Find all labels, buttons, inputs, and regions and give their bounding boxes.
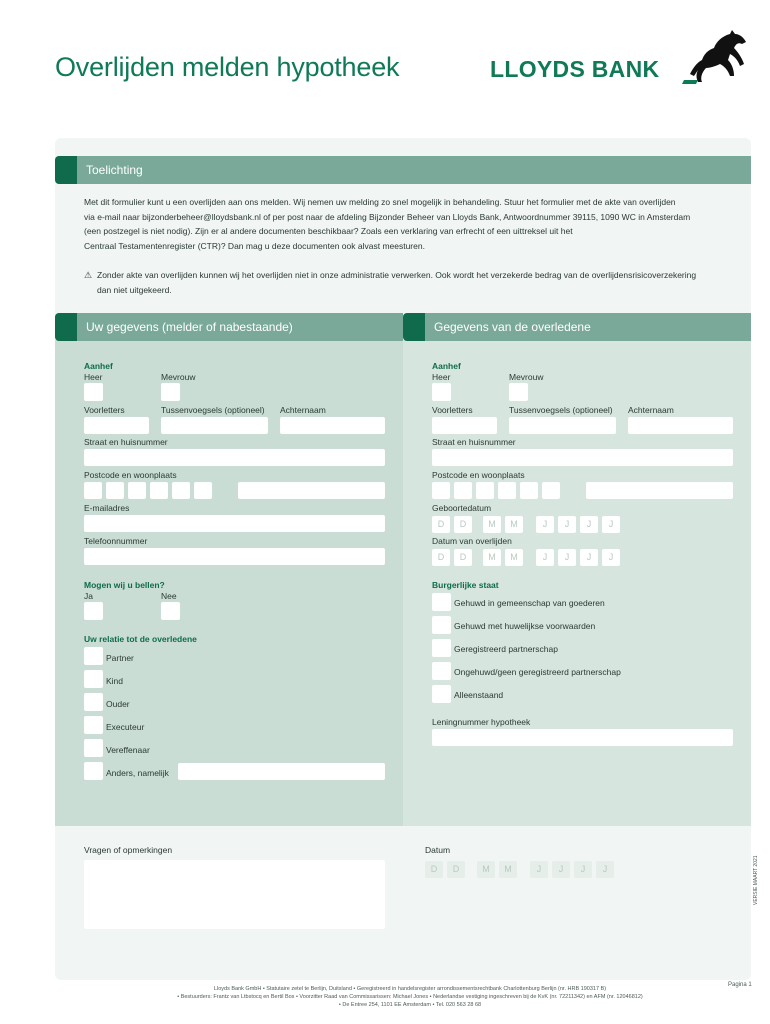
relatie-option-label: Anders, namelijk <box>106 768 169 778</box>
section-tab <box>403 313 425 341</box>
postcode-label: Postcode en woonplaats <box>84 470 177 480</box>
postcode-digit-input[interactable] <box>150 482 168 499</box>
intro-line: Met dit formulier kunt u een overlijden aan ons melden. Wij nemen uw melding zo snel mogelijk in behandeling. Stuur het formulier met de akte van overlijden <box>84 197 676 207</box>
achternaam-label: Achternaam <box>628 405 674 415</box>
intro-line: (een postzegel is niet nodig). Zijn er al andere documenten beschikbaar? Zoals een verklaring van erfrecht of een uittreksel uit het <box>84 226 573 236</box>
date-year-input[interactable]: J <box>596 861 614 878</box>
bellen-label: Mogen wij u bellen? <box>84 580 165 590</box>
relatie-option-label: Vereffenaar <box>106 745 150 755</box>
date-year-input[interactable]: J <box>602 516 620 533</box>
heer-label: Heer <box>84 372 103 382</box>
heer-checkbox[interactable] <box>84 383 103 401</box>
intro-text <box>84 195 734 253</box>
page-title: Overlijden melden hypotheek <box>55 52 400 82</box>
leningnummer-label: Leningnummer hypotheek <box>432 717 531 727</box>
footer-legal <box>100 985 720 1009</box>
mevrouw-checkbox[interactable] <box>509 383 528 401</box>
warning-text <box>97 268 737 297</box>
postcode-label: Postcode en woonplaats <box>432 470 525 480</box>
nee-label: Nee <box>161 591 177 601</box>
ja-label: Ja <box>84 591 93 601</box>
footer-line: • Bestuurders: Frantz van Ltbstocq en Bertil Bos • Voorzitter Raad van Commissarissen: Michael Jones • Nederlandse vestiging ingeschreven bij de KvK (nr. 72211342) en AFM (nr. 12046812) <box>177 994 643 1000</box>
relatie-anders-checkbox[interactable] <box>84 762 103 780</box>
version-label: VERSIE MAART 2021 <box>753 855 759 905</box>
relatie-option-label: Kind <box>106 676 124 686</box>
date-month-input[interactable]: M <box>483 549 501 566</box>
straat-label: Straat en huisnummer <box>432 437 516 447</box>
section-header-melder: Uw gegevens (melder of nabestaande) <box>77 313 403 341</box>
woonplaats-input[interactable] <box>238 482 385 499</box>
date-year-input[interactable]: J <box>530 861 548 878</box>
bank-logo-text: LLOYDS BANK <box>490 56 660 82</box>
heer-checkbox[interactable] <box>432 383 451 401</box>
warning-line: dan niet uitgekeerd. <box>97 284 172 295</box>
staat-option-label: Gehuwd in gemeenschap van goederen <box>454 598 605 608</box>
relatie-partner-checkbox[interactable] <box>84 647 103 665</box>
postcode-letter-input[interactable] <box>542 482 560 499</box>
postcode-digit-input[interactable] <box>128 482 146 499</box>
postcode-digit-input[interactable] <box>106 482 124 499</box>
bellen-nee-checkbox[interactable] <box>161 602 180 620</box>
vragen-textarea[interactable] <box>84 860 385 929</box>
page-number: Pagina 1 <box>728 982 752 988</box>
geboortedatum-label: Geboortedatum <box>432 503 492 513</box>
aanhef-label: Aanhef <box>432 361 461 371</box>
staat-option-checkbox[interactable] <box>432 662 451 680</box>
date-year-input[interactable]: J <box>602 549 620 566</box>
mevrouw-checkbox[interactable] <box>161 383 180 401</box>
staat-option-label: Geregistreerd partnerschap <box>454 644 558 654</box>
straat-label: Straat en huisnummer <box>84 437 168 447</box>
straat-input[interactable] <box>84 449 385 466</box>
burgerlijke-staat-label: Burgerlijke staat <box>432 580 499 590</box>
intro-line: Centraal Testamentenregister (CTR)? Dan mag u deze documenten ook alvast meesturen. <box>84 240 425 251</box>
email-input[interactable] <box>84 515 385 532</box>
relatie-ouder-checkbox[interactable] <box>84 693 103 711</box>
achternaam-input[interactable] <box>280 417 385 434</box>
postcode-digit-input[interactable] <box>476 482 494 499</box>
horse-logo-icon <box>680 28 752 86</box>
date-month-input[interactable]: M <box>505 516 523 533</box>
date-year-input[interactable]: J <box>574 861 592 878</box>
intro-line: via e-mail naar bijzonderbeheer@lloydsbank.nl of per post naar de afdeling Bijzonder Beheer van Lloyds Bank, Antwoordnummer 39115, 1090 WC in Amsterdam <box>84 211 691 222</box>
tussenvoegsels-input[interactable] <box>161 417 268 434</box>
tussenvoegsels-label: Tussenvoegsels (optioneel) <box>161 405 265 415</box>
staat-option-label: Ongehuwd/geen geregistreerd partnerschap <box>454 667 621 677</box>
vragen-label: Vragen of opmerkingen <box>84 845 173 855</box>
relatie-kind-checkbox[interactable] <box>84 670 103 688</box>
voorletters-input[interactable] <box>432 417 497 434</box>
woonplaats-input[interactable] <box>586 482 733 499</box>
postcode-digit-input[interactable] <box>84 482 102 499</box>
date-year-input[interactable]: J <box>552 861 570 878</box>
email-label: E-mailadres <box>84 503 130 513</box>
date-day-input[interactable]: D <box>432 549 450 566</box>
datum-label: Datum <box>425 845 451 855</box>
achternaam-label: Achternaam <box>280 405 326 415</box>
date-year-input[interactable]: J <box>580 516 598 533</box>
straat-input[interactable] <box>432 449 733 466</box>
section-header-overledene: Gegevens van de overledene <box>425 313 751 341</box>
date-month-input[interactable]: M <box>483 516 501 533</box>
staat-option-checkbox[interactable] <box>432 616 451 634</box>
relatie-vereffenaar-checkbox[interactable] <box>84 739 103 757</box>
anders-namelijk-input[interactable] <box>178 763 385 780</box>
telefoon-input[interactable] <box>84 548 385 565</box>
date-month-input[interactable]: M <box>499 861 517 878</box>
mevrouw-label: Mevrouw <box>161 372 196 382</box>
mevrouw-label: Mevrouw <box>509 372 544 382</box>
bellen-ja-checkbox[interactable] <box>84 602 103 620</box>
date-day-input[interactable]: D <box>454 549 472 566</box>
voorletters-label: Voorletters <box>432 405 473 415</box>
heer-label: Heer <box>432 372 451 382</box>
staat-option-checkbox[interactable] <box>432 639 451 657</box>
postcode-digit-input[interactable] <box>432 482 450 499</box>
relatie-option-label: Ouder <box>106 699 130 709</box>
datum-overlijden-label: Datum van overlijden <box>432 536 512 546</box>
postcode-digit-input[interactable] <box>498 482 516 499</box>
date-year-input[interactable]: J <box>536 516 554 533</box>
warning-line: Zonder akte van overlijden kunnen wij het overlijden niet in onze administratie verwerken. Ook wordt het verzekerde bedrag van de overlijdensrisicoverzekering <box>97 270 697 280</box>
staat-option-label: Alleenstaand <box>454 690 504 700</box>
relatie-executeur-checkbox[interactable] <box>84 716 103 734</box>
aanhef-label: Aanhef <box>84 361 113 371</box>
telefoon-label: Telefoonnummer <box>84 536 148 546</box>
section-tab <box>55 313 77 341</box>
tussenvoegsels-label: Tussenvoegsels (optioneel) <box>509 405 613 415</box>
section-header-toelichting: Toelichting <box>77 156 751 184</box>
postcode-letter-input[interactable] <box>194 482 212 499</box>
staat-option-label: Gehuwd met huwelijkse voorwaarden <box>454 621 596 631</box>
date-year-input[interactable]: J <box>558 516 576 533</box>
date-month-input[interactable]: M <box>505 549 523 566</box>
date-day-input[interactable]: D <box>425 861 443 878</box>
date-year-input[interactable]: J <box>580 549 598 566</box>
section-tab <box>55 156 77 184</box>
leningnummer-input[interactable] <box>432 729 733 746</box>
relatie-label: Uw relatie tot de overledene <box>84 634 197 644</box>
postcode-letter-input[interactable] <box>172 482 190 499</box>
date-month-input[interactable]: M <box>477 861 495 878</box>
tussenvoegsels-input[interactable] <box>509 417 616 434</box>
voorletters-label: Voorletters <box>84 405 125 415</box>
footer-line: • De Entree 254, 1101 EE Amsterdam • Tel. 020 563 28 68 <box>338 1002 482 1008</box>
date-year-input[interactable]: J <box>558 549 576 566</box>
date-year-input[interactable]: J <box>536 549 554 566</box>
achternaam-input[interactable] <box>628 417 733 434</box>
postcode-digit-input[interactable] <box>454 482 472 499</box>
staat-option-checkbox[interactable] <box>432 593 451 611</box>
voorletters-input[interactable] <box>84 417 149 434</box>
footer-line: Lloyds Bank GmbH • Statutaire zetel te Berlijn, Duitsland • Geregistreerd in handelsregister arrondissementsrechtbank Charlottenburg Berlijn (nr. HRB 190317 B) <box>213 986 607 992</box>
postcode-letter-input[interactable] <box>520 482 538 499</box>
date-day-input[interactable]: D <box>432 516 450 533</box>
staat-option-checkbox[interactable] <box>432 685 451 703</box>
relatie-option-label: Partner <box>106 653 134 663</box>
date-day-input[interactable]: D <box>447 861 465 878</box>
warning-icon: ⚠ <box>84 270 93 280</box>
date-day-input[interactable]: D <box>454 516 472 533</box>
relatie-option-label: Executeur <box>106 722 145 732</box>
